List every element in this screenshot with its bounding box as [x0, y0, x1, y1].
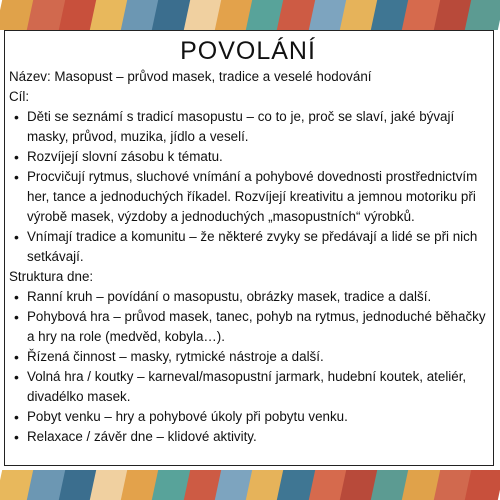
- structure-item: • Řízená činnost – masky, rytmické nástroje a další.: [9, 347, 487, 367]
- name-line: Název: Masopust – průvod masek, tradice a veselé hodování: [9, 69, 372, 84]
- document-card: [4, 30, 494, 466]
- structure-item: • Relaxace / závěr dne – klidové aktivity.: [9, 427, 487, 447]
- goal-item: • Vnímají tradice a komunitu – že některé zvyky se předávají a lidé se při nich setkávají.: [9, 227, 487, 267]
- goal-item: • Rozvíjejí slovní zásobu k tématu.: [9, 147, 487, 167]
- top-decorative-stripe: [0, 0, 500, 30]
- structure-item: • Pobyt venku – hry a pohybové úkoly při pobytu venku.: [9, 407, 487, 427]
- bottom-decorative-stripe: [0, 470, 500, 500]
- goals-list: [9, 107, 487, 267]
- goals-heading: Cíl:: [9, 89, 30, 104]
- stripe-segment: [465, 470, 500, 500]
- structure-item: • Volná hra / koutky – karneval/masopustní jarmark, hudební koutek, ateliér, divadélko masek.: [9, 367, 487, 407]
- goal-item: • Děti se seznámí s tradicí masopustu – co to je, proč se slaví, jaké bývají masky, průvod, muzika, jídlo a veselí.: [9, 107, 487, 147]
- page-title: POVOLÁNÍ: [180, 37, 316, 65]
- structure-list: [9, 287, 487, 447]
- stripe-segment: [465, 0, 500, 30]
- structure-heading: Struktura dne:: [9, 269, 94, 284]
- structure-item: • Ranní kruh – povídání o masopustu, obrázky masek, tradice a další.: [9, 287, 487, 307]
- goal-item: • Procvičují rytmus, sluchové vnímání a pohybové dovednosti prostřednictvím her, tance a jednoduchých říkadel. Rozvíjejí kreativitu a jemnou motoriku při výrobě masek, výzdoby a jednoduchých „masopustních“ výrobků.: [9, 167, 487, 227]
- structure-item: • Pohybová hra – průvod masek, tanec, pohyb na rytmus, jednoduché běhačky a hry na role (medvěd, kobyla…).: [9, 307, 487, 347]
